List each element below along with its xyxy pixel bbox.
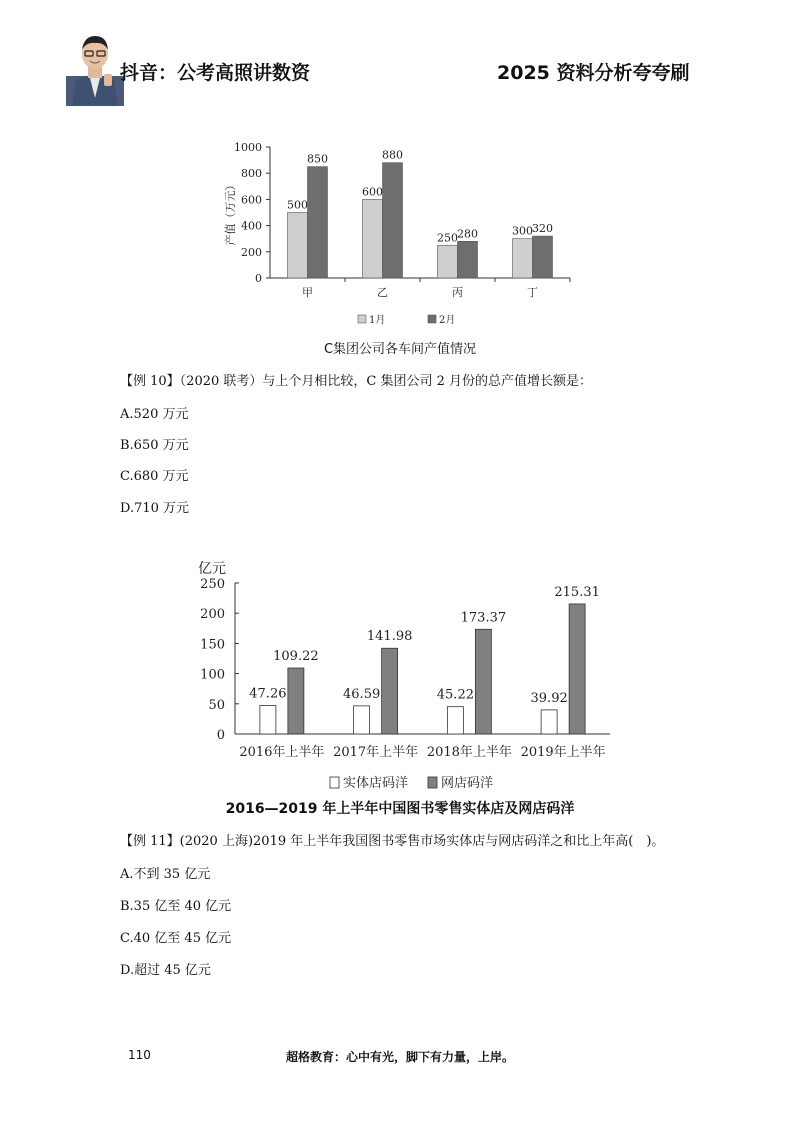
x-tick-label: 2018年上半年 bbox=[426, 745, 512, 760]
x-tick-label: 乙 bbox=[377, 286, 388, 299]
y-tick-label: 200 bbox=[241, 245, 262, 259]
data-label: 39.92 bbox=[530, 690, 568, 706]
chart-book-retail bbox=[190, 558, 620, 796]
bar bbox=[541, 710, 557, 734]
x-tick-label: 2017年上半年 bbox=[333, 745, 419, 760]
bar bbox=[569, 604, 585, 734]
bar bbox=[382, 648, 398, 734]
page-number: 110 bbox=[128, 1048, 151, 1062]
q11-option-a[interactable]: A.不到 35 亿元 bbox=[120, 867, 211, 882]
data-label: 600 bbox=[362, 185, 383, 199]
chart2-title: 2016—2019 年上半年中国图书零售实体店及网店码洋 bbox=[225, 801, 575, 817]
bar bbox=[513, 239, 533, 278]
y-tick-label: 0 bbox=[216, 728, 225, 743]
y-tick-label: 200 bbox=[200, 607, 225, 623]
x-tick-label: 丙 bbox=[452, 286, 463, 299]
bar bbox=[447, 707, 463, 734]
y-tick-label: 50 bbox=[208, 697, 225, 713]
data-label: 850 bbox=[307, 152, 328, 166]
legend-swatch bbox=[428, 315, 436, 323]
legend-label: 2月 bbox=[439, 315, 456, 326]
legend-swatch bbox=[330, 777, 339, 788]
data-label: 141.98 bbox=[366, 629, 413, 645]
bar bbox=[383, 163, 403, 278]
q10-option-c[interactable]: C.680 万元 bbox=[120, 469, 189, 484]
legend-label: 实体店码洋 bbox=[343, 776, 409, 791]
bar bbox=[288, 668, 304, 734]
q10-option-d[interactable]: D.710 万元 bbox=[120, 501, 190, 516]
question-11-text: 【例 11】(2020 上海)2019 年上半年我国图书零售市场实体店与网店码洋之和比上年高( )。 bbox=[120, 834, 665, 849]
bar bbox=[354, 706, 370, 734]
y-tick-label: 0 bbox=[255, 272, 262, 285]
q11-option-b[interactable]: B.35 亿至 40 亿元 bbox=[120, 899, 232, 914]
bar bbox=[475, 629, 491, 734]
data-label: 46.59 bbox=[343, 686, 381, 702]
x-tick-label: 2016年上半年 bbox=[239, 745, 325, 760]
chart1-title: C集团公司各车间产值情况 bbox=[323, 342, 477, 357]
y-tick-label: 100 bbox=[200, 667, 225, 683]
q10-option-a[interactable]: A.520 万元 bbox=[120, 407, 189, 422]
legend-swatch bbox=[428, 777, 437, 788]
data-label: 215.31 bbox=[554, 584, 600, 600]
header-left-title: 抖音：公考高照讲数资 bbox=[120, 62, 311, 84]
legend-label: 1月 bbox=[369, 315, 386, 326]
q10-option-b[interactable]: B.650 万元 bbox=[120, 438, 189, 453]
data-label: 300 bbox=[512, 224, 533, 238]
bar bbox=[308, 167, 328, 278]
bar bbox=[260, 705, 276, 734]
y-tick-label: 600 bbox=[241, 193, 262, 207]
x-tick-label: 丁 bbox=[527, 286, 538, 299]
q11-option-d[interactable]: D.超过 45 亿元 bbox=[120, 963, 211, 978]
header-right-title: 2025 资料分析夸夸刷 bbox=[497, 62, 690, 84]
legend-swatch bbox=[358, 315, 366, 323]
y-tick-label: 1000 bbox=[234, 141, 262, 154]
bar bbox=[363, 199, 383, 278]
y-tick-label: 800 bbox=[241, 167, 262, 181]
data-label: 109.22 bbox=[273, 649, 319, 665]
chart-workshop-output bbox=[210, 135, 590, 335]
legend-label: 网店码洋 bbox=[441, 776, 494, 791]
data-label: 880 bbox=[382, 148, 403, 162]
y-tick-label: 150 bbox=[200, 637, 225, 653]
y-axis-label: 亿元 bbox=[198, 561, 226, 577]
bar bbox=[438, 245, 458, 278]
data-label: 250 bbox=[437, 231, 458, 245]
question-10-text: 【例 10】（2020 联考）与上个月相比较，C 集团公司 2 月份的总产值增长额是： bbox=[120, 374, 593, 389]
x-tick-label: 2019年上半年 bbox=[520, 745, 606, 760]
data-label: 47.26 bbox=[249, 686, 287, 702]
y-axis-label: 产值（万元） bbox=[224, 179, 237, 246]
x-tick-label: 甲 bbox=[302, 286, 313, 299]
data-label: 280 bbox=[457, 227, 478, 241]
data-label: 173.37 bbox=[460, 610, 507, 626]
y-tick-label: 250 bbox=[200, 577, 225, 592]
data-label: 500 bbox=[287, 198, 308, 212]
q11-option-c[interactable]: C.40 亿至 45 亿元 bbox=[120, 931, 232, 946]
data-label: 320 bbox=[532, 222, 553, 236]
y-tick-label: 400 bbox=[241, 219, 262, 233]
bar bbox=[288, 213, 308, 279]
footer-slogan: 超格教育：心中有光，脚下有力量，上岸。 bbox=[285, 1050, 514, 1064]
data-label: 45.22 bbox=[436, 687, 474, 703]
bar bbox=[533, 236, 553, 278]
bar bbox=[458, 241, 478, 278]
presenter-avatar bbox=[66, 28, 124, 106]
